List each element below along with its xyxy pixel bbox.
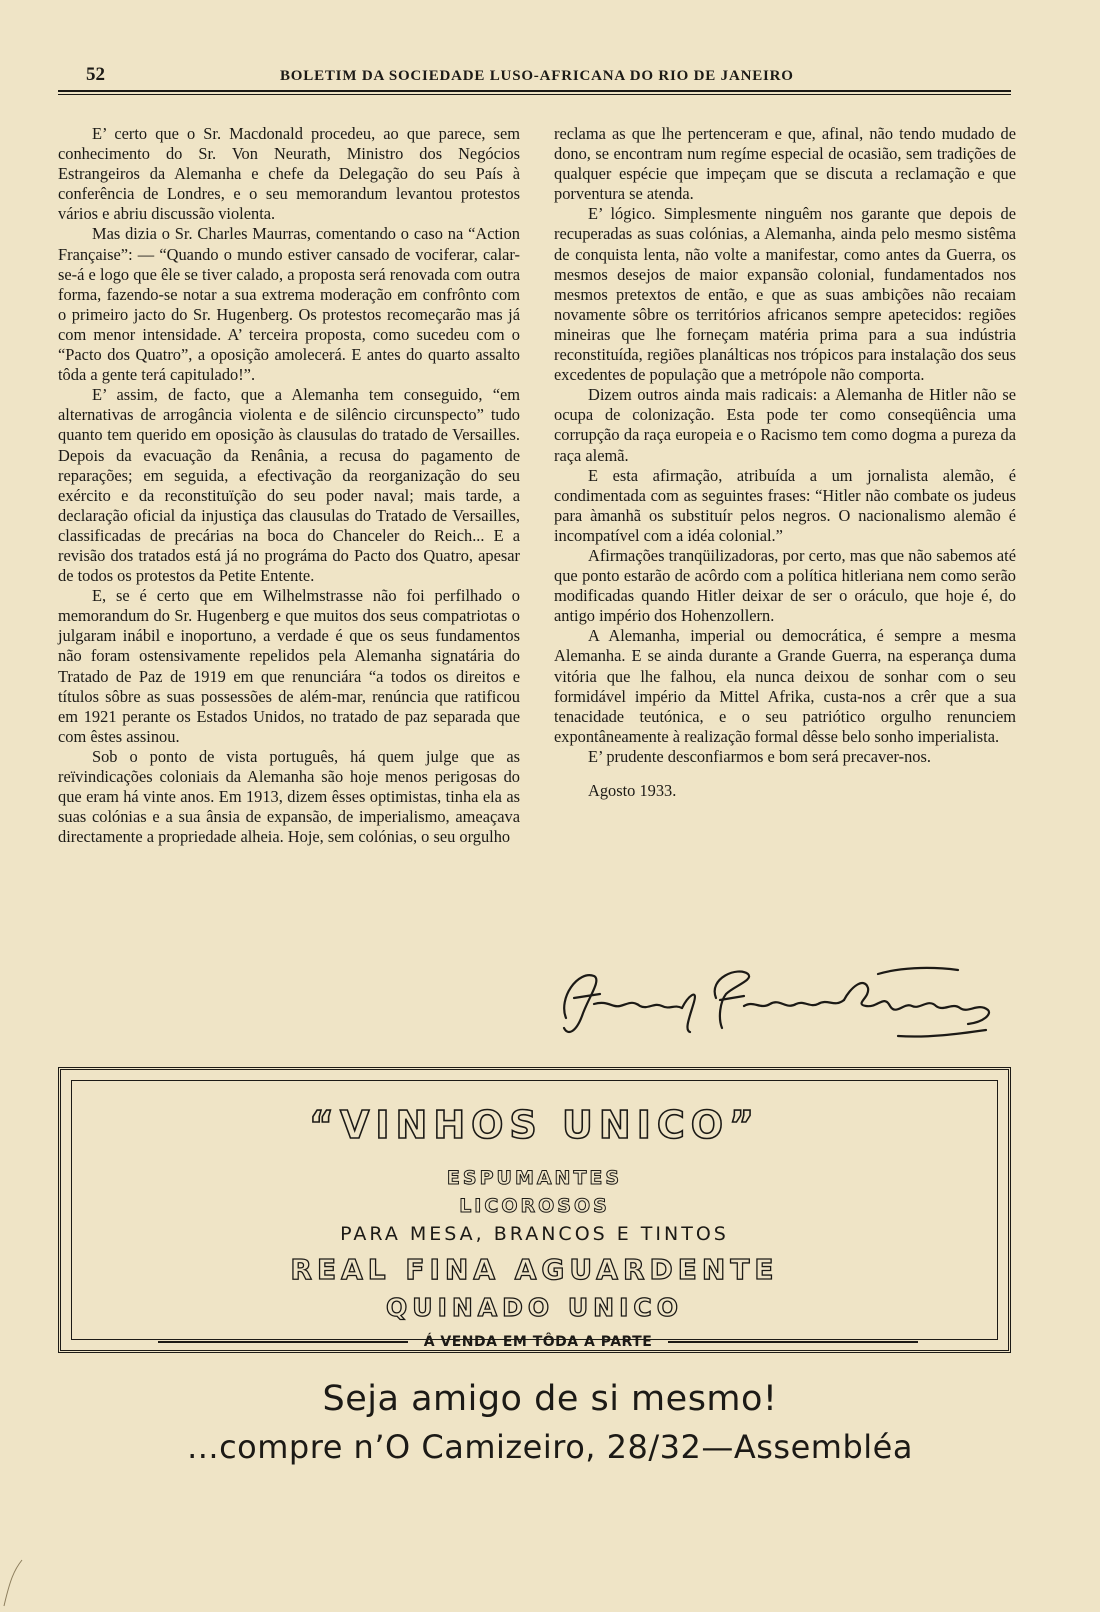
article-left-column — [58, 124, 520, 847]
article-paragraph: E’ assim, de facto, que a Alemanha tem conseguido, “em alternativas de arrogância violenta e de silêncio circunspecto” tudo quanto tem querido em oposição às clausulas do tratado de Versailles. Depois da evacuação da Renânia, a recusa do pagamento de reparações; em seguida, a efectivação da reorganização do seu exército e da reconstituïção do seu poder naval; mais tarde, a declaração oficial da injustiça das clausulas do Tratado de Versailles, classificadas de precárias na boca do Chanceler do Reich... E a revisão dos tratados está já no prográma do Pacto dos Quatro, apesar de todos os protestos da Petite Entente. — [58, 385, 520, 586]
article-paragraph: Sob o ponto de vista português, há quem julge que as reïvindicações coloniais da Alemanha são hoje menos perigosas do que eram há vinte anos. Em 1913, dizem êsses optimistas, tinha ela as suas colónias e a sua ânsia de expansão, de imperialismo, ameaçava directamente a propriedade alheia. Hoje, sem colónias, o seu orgulho — [58, 746, 520, 847]
divider — [158, 1341, 408, 1343]
article-paragraph: E, se é certo que em Wilhelmstrasse não foi perfilhado o memorandum do Sr. Hugenberg e que muitos dos seus compatriotas o julgaram inábil e inoportuno, a verdade é que os seus fundamentos não foram ostensivamente repelidos pela Alemanha signatária do Tratado de Paz de 1919 em que renunciára “a todos os direitos e títulos sôbre as suas possessões de além-mar, renúncia que ratificou em 1921 perante os Estados Unidos, no tratado de paz separada que com êstes assinou. — [58, 586, 520, 746]
ad-title: “VINHOS UNICO” — [309, 1103, 760, 1147]
header-rule-bottom — [58, 94, 1011, 95]
ad-line-mesa: PARA MESA, BRANCOS E TINTOS — [340, 1223, 729, 1245]
ad-line-aguardente: REAL FINA AGUARDENTE — [290, 1253, 779, 1286]
article-paragraph: reclama as que lhe pertenceram e que, afinal, não tendo mudado de dono, se encontram num regíme especial de ocasião, sem tradições de qualquer espécie que impeçam que se discuta a reclamação e que porventura se atenda. — [554, 124, 1016, 204]
header-rule-top — [58, 90, 1011, 92]
page-scratch-mark — [0, 1500, 40, 1610]
footer-slogan-line2: ...compre n’O Camizeiro, 28/32—Assembléa — [187, 1428, 913, 1466]
handwritten-signature — [548, 958, 1008, 1044]
article-paragraph: Mas dizia o Sr. Charles Maurras, comentando o caso na “Action Française”: — “Quando o mundo estiver cansado de vociferar, calar-se-á e logo que êle se tiver calado, a proposta será renovada com outra forma, fazendo-se notar a sua extrema moderação em confrônto com o primeiro jacto do Sr. Hugenberg. Os protestos recomeçarão mas já com menor intensidade. A’ terceira proposta, como sucedeu com o “Pacto dos Quatro”, a oposição amolecerá. E antes do quarto assalto tôda a gente terá capitulado!”. — [58, 224, 520, 385]
ad-sale-note: Á VENDA EM TÔDA A PARTE — [423, 1334, 653, 1350]
ad-line-quinado: QUINADO UNICO — [386, 1293, 683, 1322]
ad-line-licorosos: LICOROSOS — [459, 1195, 610, 1217]
advertisement-inner-frame — [71, 1080, 998, 1350]
dateline: Agosto 1933. — [588, 781, 677, 800]
page-number: 52 — [86, 64, 105, 85]
article-paragraph: Afirmações tranqüilizadoras, por certo, mas que não sabemos até que ponto estarão de acôrdo com a política hitleriana nem como serão modificadas quando Hitler deixar de ser o oráculo, que hoje é, do antigo império dos Hohenzollern. — [554, 545, 1016, 626]
running-head: BOLETIM DA SOCIEDADE LUSO-AFRICANA DO RIO DE JANEIRO — [280, 68, 794, 84]
article-paragraph: E esta afirmação, atribuída a um jornalista alemão, é condimentada com as seguintes frases: “Hitler não combate os judeus para àmanhã os substituír pelos negros. O nacionalismo alemão é incompatível com a idéa colonial.” — [554, 465, 1016, 545]
article-paragraph: A Alemanha, imperial ou democrática, é sempre a mesma Alemanha. E se ainda durante a Grande Guerra, na esperança duma vitória que lhe falhou, ela nunca deixou de sonhar com o seu formidável império da Mittel Afrika, custa-nos a crêr que a sua tenacidade teutónica, e o seu patriótico orgulho renunciem expontâneamente à realização formal dêsse belo sonho imperialista. — [554, 626, 1016, 746]
article-paragraph: E’ lógico. Simplesmente ninguêm nos garante que depois de recuperadas as suas colónias, a Alemanha, ainda pelo mesmo sistêma de conquista lenta, não volte a manifestar, como antes da Guerra, os mesmos desejos de maior expansão colonial, fundamentados nos mesmos pretextos de então, e que as suas ambições não recaiam novamente sôbre os territórios africanos sempre apetecidos: regiões mineiras que lhe forneçam matéria prima para a sua indústria reconstituída, regiões planálticas nos trópicos para instalação dos seus excedentes de população que a metrópole não comporta. — [554, 204, 1016, 385]
article-right-column — [554, 124, 1016, 801]
article-paragraph: E’ prudente desconfiarmos e bom será precaver-nos. — [588, 746, 931, 766]
article-paragraph: Dizem outros ainda mais radicais: a Alemanha de Hitler não se ocupa de colonização. Esta pode ter como conseqüência uma corrupção da raça europeia e o Racismo tem como dogma a pureza da raça alemã. — [554, 385, 1016, 465]
article-paragraph: E’ certo que o Sr. Macdonald procedeu, ao que parece, sem conhecimento do Sr. Von Neurath, Ministro dos Negócios Estrangeiros da Alemanha e chefe da Delegação do seu País à conferência de Londres, e o seu memorandum levantou protestos vários e abriu discussão violenta. — [58, 124, 520, 224]
divider — [668, 1341, 918, 1343]
footer-slogan-line1: Seja amigo de si mesmo! — [322, 1379, 778, 1419]
ad-sale-row — [158, 1332, 918, 1352]
advertisement-box — [58, 1067, 1011, 1353]
ad-line-espumantes: ESPUMANTES — [446, 1167, 623, 1189]
